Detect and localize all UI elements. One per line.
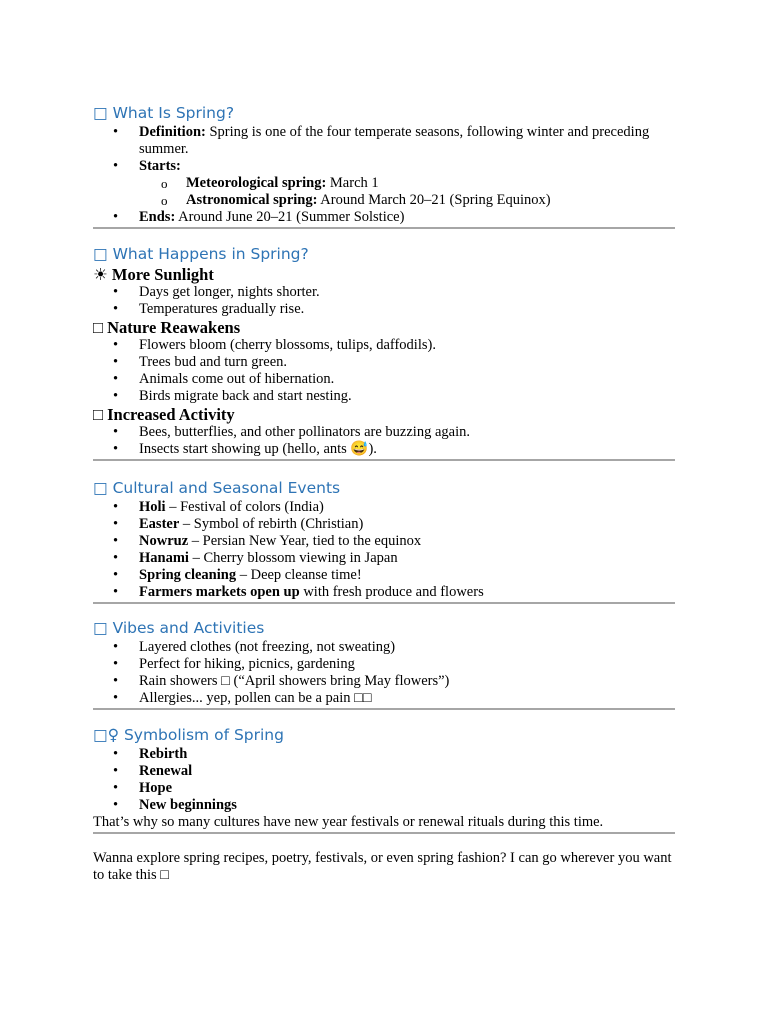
list-item: [93, 797, 675, 814]
section-heading-text: What Happens in Spring?: [112, 245, 309, 263]
document-page: [93, 102, 675, 884]
meteorological-label: Meteorological spring:: [186, 175, 327, 191]
what-is-list: [93, 124, 675, 226]
list-item: • Insects start showing up (hello, ants 😅).: [93, 441, 675, 458]
section-heading-what-happens: [93, 243, 675, 265]
section-heading-text: Symbolism of Spring: [123, 726, 284, 744]
subheading-text: Nature Reawakens: [107, 318, 241, 337]
astronomical-text: Around March 20–21 (Spring Equinox): [317, 192, 551, 208]
definition-text: Spring is one of the four temperate seasons, following winter and preceding summer.: [139, 124, 650, 157]
list-item: • Rain showers □ (“April showers bring May flowers”): [93, 673, 675, 690]
section-icon: □: [93, 479, 108, 497]
activity-list: [93, 424, 675, 458]
section-icon: □♀: [93, 726, 119, 744]
sub-list-item: [93, 192, 675, 209]
list-item: [93, 550, 675, 567]
list-item: • Temperatures gradually rise.: [93, 301, 675, 318]
section-heading-vibes: [93, 617, 675, 639]
starts-sublist: [93, 175, 675, 209]
subheading-text: More Sunlight: [111, 265, 214, 284]
vibes-list: [93, 639, 675, 707]
list-item: [93, 209, 675, 226]
symbolism-note: That’s why so many cultures have new year festivals or renewal rituals during this time.: [93, 814, 604, 830]
meteorological-text: March 1: [326, 175, 379, 191]
nature-list: [93, 337, 675, 405]
section-icon: □: [93, 245, 108, 263]
list-item: • Flowers bloom (cherry blossoms, tulips, daffodils).: [93, 337, 675, 354]
section-heading-what-is-spring: [93, 102, 675, 124]
sunlight-list: [93, 284, 675, 318]
plant-icon: □: [93, 318, 103, 337]
list-item: [93, 124, 675, 158]
cultural-list: [93, 499, 675, 601]
list-item: [93, 533, 675, 550]
list-item: [93, 567, 675, 584]
section-heading-text: Vibes and Activities: [112, 619, 265, 637]
symbol-name: New beginnings: [139, 797, 237, 813]
event-description: – Deep cleanse time!: [236, 567, 362, 583]
list-item: • Trees bud and turn green.: [93, 354, 675, 371]
section-heading-text: What Is Spring?: [112, 104, 235, 122]
symbol-name: Renewal: [139, 763, 193, 779]
subheading-increased-activity: [93, 405, 675, 424]
section-heading-text: Cultural and Seasonal Events: [112, 479, 341, 497]
event-name: Farmers markets open up: [139, 584, 300, 600]
starts-label: Starts:: [139, 158, 181, 174]
event-description: – Festival of colors (India): [165, 499, 324, 515]
list-item: [93, 763, 675, 780]
section-icon: □: [93, 619, 108, 637]
list-item: • Days get longer, nights shorter.: [93, 284, 675, 301]
list-item: [93, 499, 675, 516]
event-name: Spring cleaning: [139, 567, 237, 583]
list-item: • Birds migrate back and start nesting.: [93, 388, 675, 405]
symbolism-list: [93, 746, 675, 814]
symbol-name: Hope: [139, 780, 173, 796]
list-item: [93, 746, 675, 763]
ends-label: Ends:: [139, 209, 176, 225]
event-description: – Symbol of rebirth (Christian): [179, 516, 364, 532]
list-item: • Perfect for hiking, picnics, gardening: [93, 656, 675, 673]
list-item: • Layered clothes (not freezing, not sweating): [93, 639, 675, 656]
section-heading-symbolism: [93, 724, 675, 746]
sun-icon: ☀: [93, 265, 108, 284]
event-description: – Cherry blossom viewing in Japan: [188, 550, 398, 566]
sub-list-item: [93, 175, 675, 192]
subheading-text: Increased Activity: [107, 405, 235, 424]
list-item: [93, 780, 675, 797]
list-item: [93, 516, 675, 533]
list-item: • Allergies... yep, pollen can be a pain □□: [93, 690, 675, 707]
closing-paragraph: Wanna explore spring recipes, poetry, festivals, or even spring fashion? I can go wherever you want to take this □: [93, 850, 672, 883]
symbol-name: Rebirth: [139, 746, 188, 762]
event-description: with fresh produce and flowers: [299, 584, 484, 600]
subheading-nature-reawakens: [93, 318, 675, 337]
bee-icon: □: [93, 405, 103, 424]
definition-label: Definition:: [139, 124, 206, 140]
event-name: Hanami: [139, 550, 189, 566]
section-heading-cultural-events: [93, 477, 675, 499]
subheading-more-sunlight: [93, 265, 675, 284]
section-icon: □: [93, 104, 108, 122]
astronomical-label: Astronomical spring:: [186, 192, 318, 208]
list-item: • Animals come out of hibernation.: [93, 371, 675, 388]
event-name: Easter: [139, 516, 180, 532]
ends-text: Around June 20–21 (Summer Solstice): [175, 209, 405, 225]
event-name: Holi: [139, 499, 166, 515]
event-description: – Persian New Year, tied to the equinox: [188, 533, 422, 549]
event-name: Nowruz: [139, 533, 189, 549]
list-item: • Bees, butterflies, and other pollinators are buzzing again.: [93, 424, 675, 441]
list-item: [93, 584, 675, 601]
list-item: [93, 158, 675, 209]
